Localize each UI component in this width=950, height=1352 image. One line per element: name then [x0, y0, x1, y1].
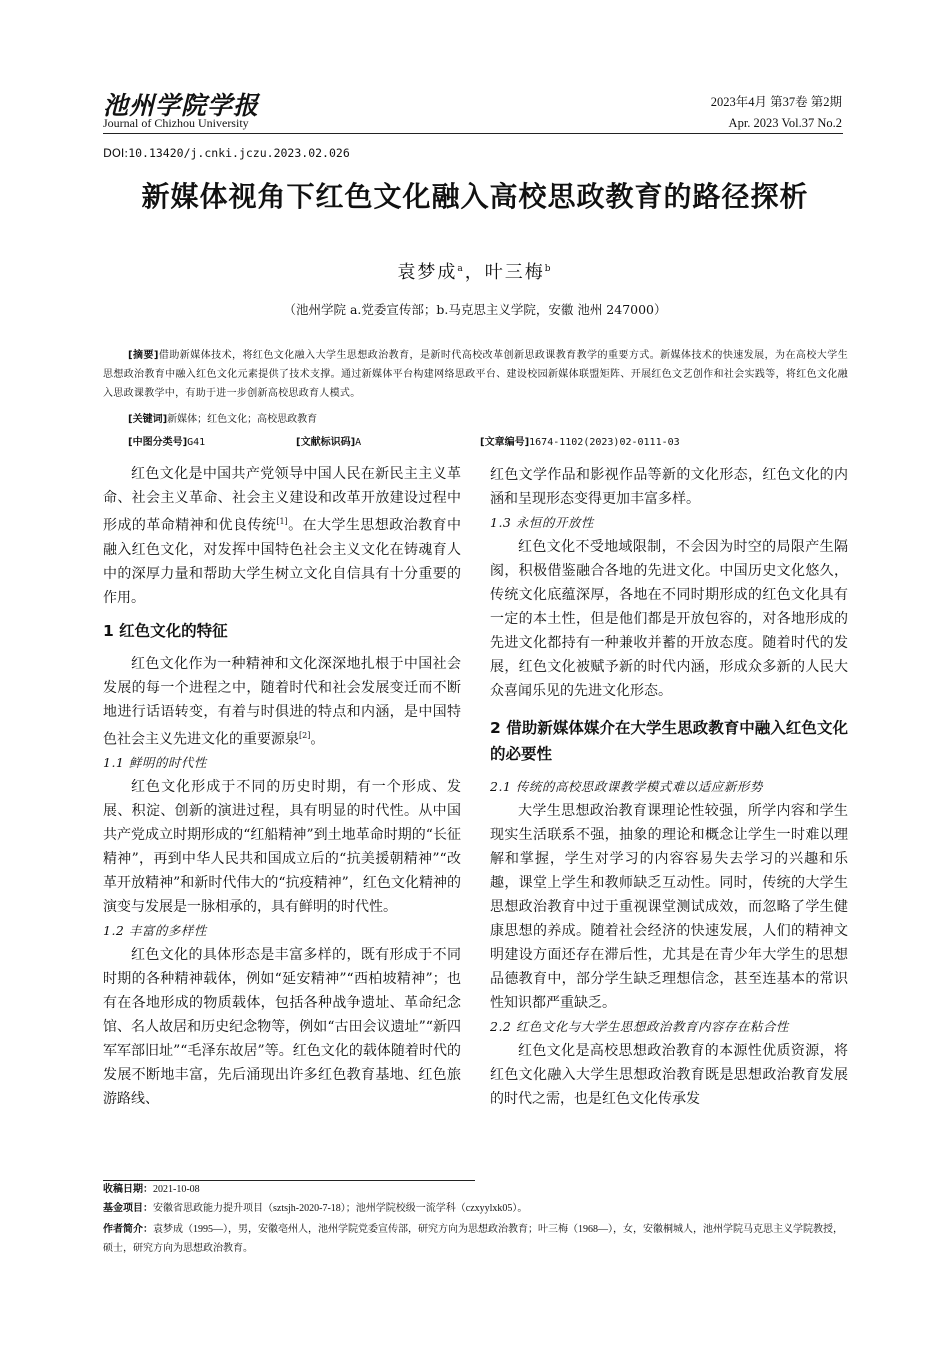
article-id-label: [文章编号]: [480, 437, 530, 448]
citation: [1]: [276, 517, 288, 526]
paragraph-text: 。在大学生思想政治教育中融入红色文化，对发挥中国特色社会主义文化在铸魂育人中的深厚力量和帮助大学生树立文化自信具有十分重要的作用。: [103, 517, 461, 606]
article-id-value: 1674-1102(2023)02-0111-03: [529, 437, 680, 448]
document-code: [296, 433, 361, 448]
subsection-heading: 1.1 鲜明的时代性: [103, 755, 207, 771]
doi-label: DOI:: [103, 146, 129, 160]
footnote-author: [103, 1220, 848, 1258]
author-name: 袁梦成: [397, 262, 458, 283]
body-column-left: [103, 462, 461, 1111]
doc-value: A: [355, 437, 362, 448]
header-rule: [103, 133, 843, 134]
clc-label: [中图分类号]: [128, 437, 188, 448]
paragraph: [103, 652, 461, 752]
author-mark: a: [457, 264, 465, 274]
clc-number: [128, 433, 205, 448]
footnote-label: 收稿日期：: [103, 1184, 153, 1195]
paragraph: 红色文化形成于不同的历史时期，有一个形成、发展、积淀、创新的演进过程，具有明显的时代性。从中国共产党成立时期形成的“红船精神”到土地革命时期的“长征精神”，再到中华人民共和国成立后的“抗美援朝精神”“改革开放精神”和新时代伟大的“抗疫精神”，红色文化精神的演变与发展是一脉相承的，具有鲜明的时代性。: [103, 779, 461, 916]
clc-value: G41: [187, 437, 206, 448]
subsection-heading: 2.2 红色文化与大学生思想政治教育内容存在粘合性: [490, 1019, 789, 1034]
journal-name-en: Journal of Chizhou University: [103, 116, 249, 130]
paragraph: 红色文化不受地域限制，不会因为时空的局限产生隔阂，积极借鉴融合各地的先进文化。中国历史文化悠久，传统文化底蕴深厚，各地在不同时期形成的红色文化具有一定的本土性，但是他们都是开放包容的，对各地形成的先进文化都持有一种兼收并蓄的开放态度。随着时代的发展，红色文化被赋予新的时代内涵，形成众多新的人民大众喜闻乐见的先进文化形态。: [490, 539, 848, 699]
article-id: [480, 433, 680, 448]
paragraph-text: 红色文化作为一种精神和文化深深地扎根于中国社会发展的每一个进程之中，随着时代和社会发展变迁而不断地进行话语转变，有着与时俱进的特点和内涵，是中国特色社会主义先进文化的重要源泉: [103, 655, 461, 748]
footnote-fund: [103, 1199, 848, 1218]
footnote-text: 安徽省思政能力提升项目（sztsjh-2020-7-18）；池州学院校级一流学科（czxyylxk05）。: [153, 1203, 528, 1214]
footnote-received: [103, 1180, 848, 1199]
author-name: 叶三梅: [484, 262, 545, 283]
paragraph: 红色文学作品和影视作品等新的文化形态，红色文化的内涵和呈现形态变得更加丰富多样。: [490, 467, 848, 507]
abstract-label: [摘要]: [128, 350, 159, 361]
article-title: 新媒体视角下红色文化融入高校思政教育的路径探析: [141, 180, 809, 213]
issue-info-en: Apr. 2023 Vol.37 No.2: [728, 116, 842, 130]
subsection-heading: 1.3 永恒的开放性: [490, 515, 594, 530]
subsection-heading: 1.2 丰富的多样性: [103, 923, 207, 939]
paragraph: 红色文化是高校思想政治教育的本源性优质资源，将红色文化融入大学生思想政治教育既是思想政治教育发展的时代之需，也是红色文化传承发: [490, 1043, 848, 1107]
paragraph-text: 红色文化是中国共产党领导中国人民在新民主主义革命、社会主义革命、社会主义建设和改革开放建设过程中形成的革命精神和优良传统: [103, 466, 461, 534]
keywords: [128, 410, 317, 425]
paragraph: [103, 462, 461, 610]
abstract: [103, 346, 848, 403]
author-line: [0, 258, 950, 284]
author-mark: b: [544, 264, 553, 274]
doi-value: 10.13420/j.cnki.jczu.2023.02.026: [128, 146, 350, 160]
paragraph: 大学生思想政治教育课理论性较强，所学内容和学生现实生活联系不强，抽象的理论和概念让学生一时难以理解和掌握，学生对学习的内容容易失去学习的兴趣和乐趣，课堂上学生和教师缺乏互动性。同时，传统的大学生思想政治教育中过于重视课堂测试成效，而忽略了学生健康思想的养成。随着社会经济的快速发展，人们的精神文明建设方面还存在滞后性，尤其是在青少年大学生的思想品德教育中，部分学生缺乏理想信念，甚至连基本的常识性知识都严重缺乏。: [490, 803, 848, 1011]
author-separator: ，: [464, 262, 485, 283]
subsection-heading: 2.1 传统的高校思政课教学模式难以适应新形势: [490, 779, 763, 794]
section-heading: 2 借助新媒体媒介在大学生思政教育中融入红色文化的必要性: [490, 719, 848, 763]
paragraph-text: 。: [310, 731, 325, 748]
journal-logo: 池州学院学报: [103, 91, 260, 120]
footnote-text: 袁梦成（1995—），男，安徽亳州人，池州学院党委宣传部，研究方向为思想政治教育；叶三梅（1968—），女，安徽桐城人，池州学院马克思主义学院教授，硕士，研究方向为思想政治教育。: [103, 1224, 843, 1254]
issue-info-cn: 2023年4月 第37卷 第2期: [710, 95, 842, 109]
section-heading: 1 红色文化的特征: [103, 621, 228, 640]
footnote-label: 作者简介：: [103, 1224, 153, 1235]
affiliation: （池州学院 a.党委宣传部；b.马克思主义学院，安徽 池州 247000）: [283, 302, 667, 317]
abstract-text: 借助新媒体技术，将红色文化融入大学生思想政治教育，是新时代高校改革创新思政课教育教学的重要方式。新媒体技术的快速发展，为在高校大学生思想政治教育中融入红色文化元素提供了技术支撑。通过新媒体平台构建网络思政平台、建设校园新媒体联盟矩阵、开展红色文艺创作和社会实践等，将红色文化融入思政课教学中，有助于进一步创新高校思政育人模式。: [103, 350, 848, 399]
citation: [2]: [299, 730, 311, 740]
paragraph: 红色文化的具体形态是丰富多样的，既有形成于不同时期的各种精神载体，例如“延安精神”“西柏坡精神”；也有在各地形成的物质载体，包括各种战争遗址、革命纪念馆、名人故居和历史纪念物等，例如“古田会议遗址”“新四军军部旧址”“毛泽东故居”等。红色文化的载体随着时代的发展不断地丰富，先后涌现出许多红色教育基地、红色旅游路线、: [103, 947, 461, 1108]
footnote-label: 基金项目：: [103, 1203, 153, 1214]
footnote-text: 2021-10-08: [153, 1184, 200, 1195]
keywords-text: 新媒体；红色文化；高校思政教育: [167, 414, 318, 425]
keywords-label: [关键词]: [128, 414, 168, 425]
doi: [103, 146, 350, 160]
doc-label: [文献标识码]: [296, 437, 356, 448]
body-column-right: [490, 463, 848, 1111]
